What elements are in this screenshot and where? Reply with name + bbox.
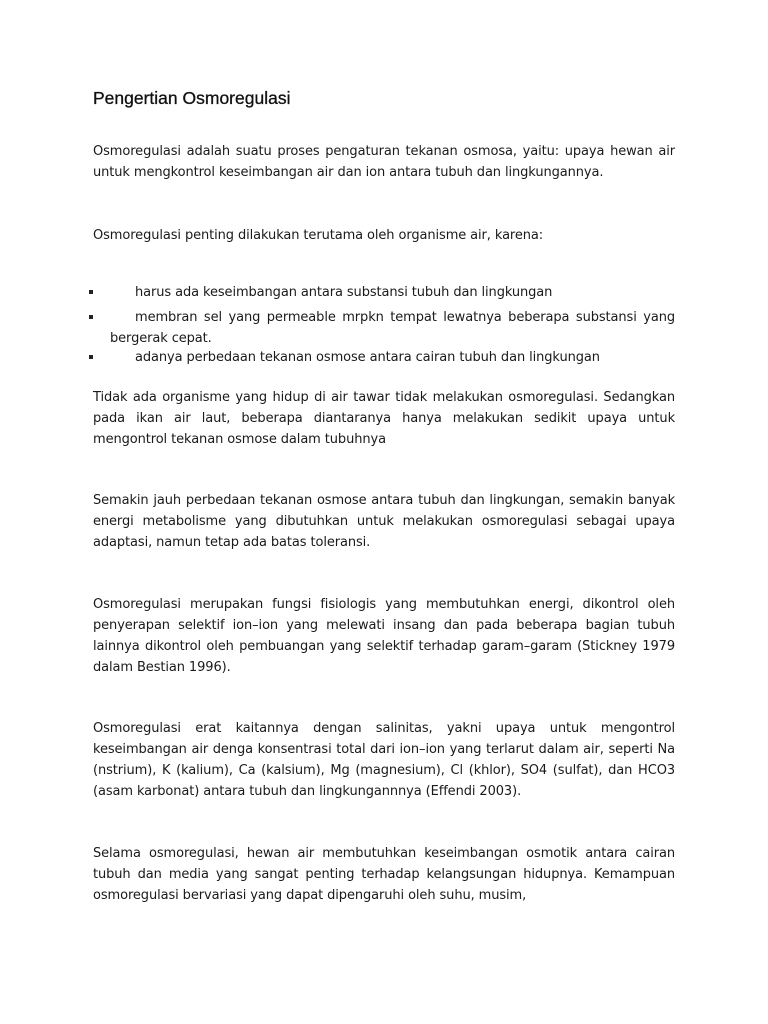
paragraph-definition: Osmoregulasi adalah suatu proses pengaturan tekanan osmosa, yaitu: upaya hewan air untuk mengkontrol keseimbangan air dan ion antara tubuh dan lingkungannya. (93, 144, 675, 180)
paragraph-freshwater: Tidak ada organisme yang hidup di air tawar tidak melakukan osmoregulasi. Sedangkan pada ikan air laut, beberapa diantaranya hanya melakukan sedikit upaya untuk mengontrol tekanan osmose dalam tubuhnya (93, 390, 675, 447)
bullet-icon (89, 290, 93, 294)
page-title: Pengertian Osmoregulasi (93, 88, 291, 108)
paragraph-importance: Osmoregulasi penting dilakukan terutama oleh organisme air, karena: (93, 228, 544, 243)
list-item-text: adanya perbedaan tekanan osmose antara cairan tubuh dan lingkungan (135, 350, 600, 365)
paragraph-salinity: Osmoregulasi erat kaitannya dengan salinitas, yakni upaya untuk mengontrol keseimbangan air denga konsentrasi total dari ion–ion yang terlarut dalam air, seperti Na (nstrium), K (kalium), Ca (kalsium), Mg (magnesium), Cl (khlor), SO4 (sulfat), dan HCO3 (asam karbonat) antara tubuh dan lingkungannnya (Effendi 2003). (93, 721, 675, 799)
list-item-text: harus ada keseimbangan antara substansi tubuh dan lingkungan (135, 285, 553, 300)
list-item (89, 282, 675, 303)
reasons-list (89, 282, 675, 368)
list-item (89, 307, 675, 349)
list-item-text: membran sel yang permeable mrpkn tempat lewatnya beberapa substansi yang bergerak cepat. (110, 310, 675, 346)
list-item (89, 347, 675, 368)
bullet-icon (89, 355, 93, 359)
paragraph-balance: Selama osmoregulasi, hewan air membutuhkan keseimbangan osmotik antara cairan tubuh dan media yang sangat penting terhadap kelangsungan hidupnya. Kemampuan osmoregulasi bervariasi yang dapat dipengaruhi oleh suhu, musim, (93, 846, 675, 903)
paragraph-physiology: Osmoregulasi merupakan fungsi fisiologis yang membutuhkan energi, dikontrol oleh penyerapan selektif ion–ion yang melewati insang dan pada beberapa bagian tubuh lainnya dikontrol oleh pembuangan yang selektif terhadap garam–garam (Stickney 1979 dalam Bestian 1996). (93, 597, 675, 675)
bullet-icon (89, 315, 93, 319)
paragraph-energy: Semakin jauh perbedaan tekanan osmose antara tubuh dan lingkungan, semakin banyak energi metabolisme yang dibutuhkan untuk melakukan osmoregulasi sebagai upaya adaptasi, namun tetap ada batas toleransi. (93, 493, 675, 550)
document-content (93, 86, 675, 906)
